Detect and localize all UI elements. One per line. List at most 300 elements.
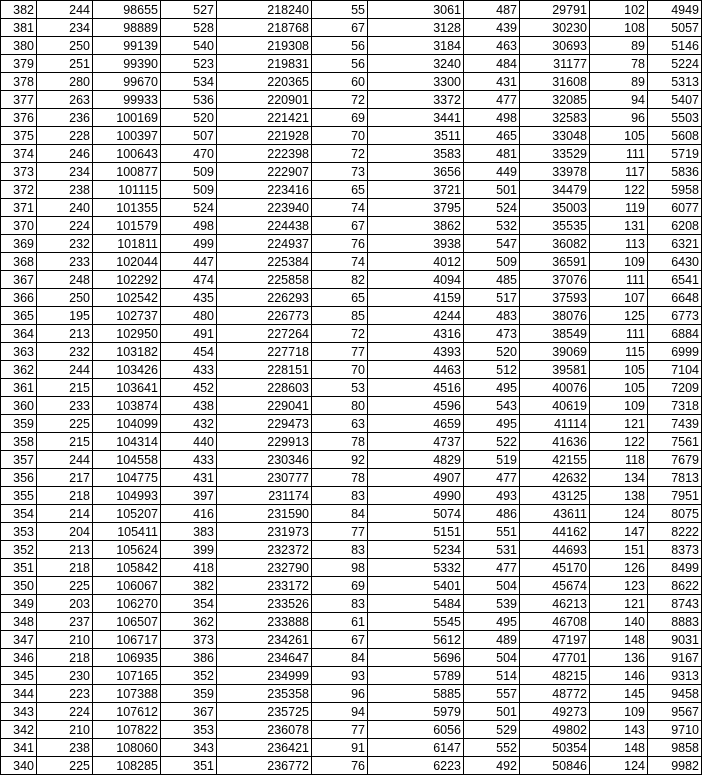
table-cell: 234 — [37, 19, 93, 37]
table-cell: 7679 — [648, 451, 702, 469]
table-cell: 374 — [1, 145, 37, 163]
table-cell: 531 — [464, 541, 520, 559]
table-cell: 341 — [1, 739, 37, 757]
table-cell: 9313 — [648, 667, 702, 685]
table-cell: 8883 — [648, 613, 702, 631]
table-cell: 5719 — [648, 145, 702, 163]
table-cell: 251 — [37, 55, 93, 73]
table-cell: 381 — [1, 19, 37, 37]
table-cell: 121 — [590, 595, 648, 613]
table-cell: 5074 — [368, 505, 464, 523]
table-cell: 362 — [1, 361, 37, 379]
table-cell: 65 — [312, 289, 368, 307]
table-cell: 231590 — [217, 505, 312, 523]
table-cell: 230777 — [217, 469, 312, 487]
table-cell: 347 — [1, 631, 37, 649]
table-cell: 40076 — [520, 379, 590, 397]
table-cell: 229041 — [217, 397, 312, 415]
table-cell: 148 — [590, 739, 648, 757]
table-cell: 368 — [1, 253, 37, 271]
table-cell: 501 — [464, 703, 520, 721]
table-cell: 228 — [37, 127, 93, 145]
table-cell: 226773 — [217, 307, 312, 325]
table-cell: 125 — [590, 307, 648, 325]
table-cell: 524 — [161, 199, 217, 217]
table-cell: 119 — [590, 199, 648, 217]
table-cell: 233 — [37, 397, 93, 415]
table-row — [1, 235, 702, 253]
table-cell: 5608 — [648, 127, 702, 145]
table-cell: 5612 — [368, 631, 464, 649]
table-cell: 233 — [37, 253, 93, 271]
table-cell: 9031 — [648, 631, 702, 649]
table-cell: 60 — [312, 73, 368, 91]
table-cell: 89 — [590, 73, 648, 91]
table-cell: 37593 — [520, 289, 590, 307]
table-cell: 3721 — [368, 181, 464, 199]
table-cell: 365 — [1, 307, 37, 325]
table-cell: 217 — [37, 469, 93, 487]
table-cell: 111 — [590, 145, 648, 163]
table-cell: 118 — [590, 451, 648, 469]
table-cell: 552 — [464, 739, 520, 757]
table-cell: 364 — [1, 325, 37, 343]
table-cell: 6773 — [648, 307, 702, 325]
table-cell: 397 — [161, 487, 217, 505]
table-cell: 227264 — [217, 325, 312, 343]
table-cell: 106270 — [93, 595, 161, 613]
table-cell: 101115 — [93, 181, 161, 199]
table-cell: 517 — [464, 289, 520, 307]
table-cell: 362 — [161, 613, 217, 631]
table-cell: 236078 — [217, 721, 312, 739]
table-cell: 235358 — [217, 685, 312, 703]
table-cell: 76 — [312, 757, 368, 775]
table-cell: 504 — [464, 649, 520, 667]
table-cell: 104558 — [93, 451, 161, 469]
table-row — [1, 415, 702, 433]
table-cell: 45674 — [520, 577, 590, 595]
table-cell: 3240 — [368, 55, 464, 73]
table-cell: 105 — [590, 379, 648, 397]
table-row — [1, 127, 702, 145]
table-cell: 99390 — [93, 55, 161, 73]
table-cell: 48772 — [520, 685, 590, 703]
table-cell: 477 — [464, 469, 520, 487]
table-cell: 7209 — [648, 379, 702, 397]
table-cell: 138 — [590, 487, 648, 505]
table-cell: 7561 — [648, 433, 702, 451]
table-cell: 73 — [312, 163, 368, 181]
table-cell: 512 — [464, 361, 520, 379]
table-cell: 514 — [464, 667, 520, 685]
table-cell: 6208 — [648, 217, 702, 235]
table-cell: 96 — [312, 685, 368, 703]
table-cell: 343 — [1, 703, 37, 721]
table-row — [1, 55, 702, 73]
table-cell: 236421 — [217, 739, 312, 757]
table-cell: 486 — [464, 505, 520, 523]
table-row — [1, 199, 702, 217]
table-cell: 44693 — [520, 541, 590, 559]
table-cell: 361 — [1, 379, 37, 397]
table-cell: 524 — [464, 199, 520, 217]
table-cell: 100169 — [93, 109, 161, 127]
table-cell: 4659 — [368, 415, 464, 433]
table-cell: 238 — [37, 739, 93, 757]
table-cell: 89 — [590, 37, 648, 55]
table-cell: 483 — [464, 307, 520, 325]
table-cell: 227718 — [217, 343, 312, 361]
table-body — [1, 1, 702, 775]
table-cell: 372 — [1, 181, 37, 199]
table-cell: 147 — [590, 523, 648, 541]
table-cell: 509 — [161, 181, 217, 199]
table-cell: 5234 — [368, 541, 464, 559]
table-cell: 224 — [37, 703, 93, 721]
table-cell: 5836 — [648, 163, 702, 181]
table-cell: 358 — [1, 433, 37, 451]
table-cell: 98655 — [93, 1, 161, 19]
table-cell: 534 — [161, 73, 217, 91]
table-cell: 440 — [161, 433, 217, 451]
table-cell: 263 — [37, 91, 93, 109]
table-row — [1, 379, 702, 397]
table-cell: 43611 — [520, 505, 590, 523]
table-row — [1, 1, 702, 19]
table-cell: 470 — [161, 145, 217, 163]
table-row — [1, 523, 702, 541]
table-cell: 99139 — [93, 37, 161, 55]
table-row — [1, 37, 702, 55]
table-cell: 346 — [1, 649, 37, 667]
table-cell: 47701 — [520, 649, 590, 667]
table-cell: 124 — [590, 757, 648, 775]
table-cell: 6999 — [648, 343, 702, 361]
table-cell: 8373 — [648, 541, 702, 559]
table-cell: 8499 — [648, 559, 702, 577]
table-cell: 8743 — [648, 595, 702, 613]
table-cell: 532 — [464, 217, 520, 235]
table-cell: 367 — [1, 271, 37, 289]
table-cell: 221928 — [217, 127, 312, 145]
table-cell: 351 — [1, 559, 37, 577]
table-cell: 5224 — [648, 55, 702, 73]
table-cell: 280 — [37, 73, 93, 91]
table-cell: 77 — [312, 721, 368, 739]
table-cell: 225 — [37, 577, 93, 595]
table-cell: 4829 — [368, 451, 464, 469]
table-cell: 113 — [590, 235, 648, 253]
table-cell: 382 — [1, 1, 37, 19]
table-cell: 105207 — [93, 505, 161, 523]
table-cell: 231174 — [217, 487, 312, 505]
table-cell: 102 — [590, 1, 648, 19]
table-cell: 224937 — [217, 235, 312, 253]
table-cell: 4244 — [368, 307, 464, 325]
table-cell: 6056 — [368, 721, 464, 739]
table-cell: 56 — [312, 37, 368, 55]
table-row — [1, 739, 702, 757]
table-cell: 108285 — [93, 757, 161, 775]
table-cell: 41114 — [520, 415, 590, 433]
table-row — [1, 217, 702, 235]
table-cell: 222398 — [217, 145, 312, 163]
table-cell: 431 — [464, 73, 520, 91]
table-cell: 473 — [464, 325, 520, 343]
table-cell: 237 — [37, 613, 93, 631]
table-cell: 383 — [161, 523, 217, 541]
table-cell: 452 — [161, 379, 217, 397]
table-cell: 37076 — [520, 271, 590, 289]
table-cell: 382 — [161, 577, 217, 595]
table-cell: 433 — [161, 361, 217, 379]
table-cell: 495 — [464, 379, 520, 397]
table-cell: 50846 — [520, 757, 590, 775]
table-cell: 72 — [312, 91, 368, 109]
table-cell: 131 — [590, 217, 648, 235]
table-cell: 4463 — [368, 361, 464, 379]
table-cell: 83 — [312, 541, 368, 559]
table-row — [1, 73, 702, 91]
table-cell: 5696 — [368, 649, 464, 667]
table-cell: 378 — [1, 73, 37, 91]
table-cell: 31608 — [520, 73, 590, 91]
table-cell: 9710 — [648, 721, 702, 739]
table-cell: 70 — [312, 127, 368, 145]
table-cell: 102044 — [93, 253, 161, 271]
table-cell: 143 — [590, 721, 648, 739]
table-cell: 449 — [464, 163, 520, 181]
table-cell: 35535 — [520, 217, 590, 235]
table-cell: 104314 — [93, 433, 161, 451]
table-cell: 495 — [464, 613, 520, 631]
table-cell: 6541 — [648, 271, 702, 289]
table-cell: 225858 — [217, 271, 312, 289]
table-cell: 102542 — [93, 289, 161, 307]
table-cell: 540 — [161, 37, 217, 55]
table-cell: 78 — [312, 433, 368, 451]
table-row — [1, 505, 702, 523]
table-cell: 33529 — [520, 145, 590, 163]
table-cell: 557 — [464, 685, 520, 703]
table-cell: 528 — [161, 19, 217, 37]
table-cell: 99933 — [93, 91, 161, 109]
table-cell: 219831 — [217, 55, 312, 73]
table-cell: 354 — [161, 595, 217, 613]
table-cell: 3862 — [368, 217, 464, 235]
table-row — [1, 649, 702, 667]
table-cell: 493 — [464, 487, 520, 505]
table-cell: 100643 — [93, 145, 161, 163]
table-cell: 377 — [1, 91, 37, 109]
table-cell: 355 — [1, 487, 37, 505]
table-cell: 45170 — [520, 559, 590, 577]
table-cell: 3583 — [368, 145, 464, 163]
table-cell: 148 — [590, 631, 648, 649]
table-cell: 106067 — [93, 577, 161, 595]
table-row — [1, 577, 702, 595]
table-row — [1, 433, 702, 451]
table-cell: 225 — [37, 415, 93, 433]
table-row — [1, 307, 702, 325]
table-row — [1, 91, 702, 109]
table-cell: 105411 — [93, 523, 161, 541]
table-cell: 233888 — [217, 613, 312, 631]
table-cell: 6648 — [648, 289, 702, 307]
table-cell: 7813 — [648, 469, 702, 487]
table-cell: 244 — [37, 361, 93, 379]
table-row — [1, 163, 702, 181]
table-cell: 232 — [37, 343, 93, 361]
table-cell: 214 — [37, 505, 93, 523]
table-cell: 367 — [161, 703, 217, 721]
table-cell: 104775 — [93, 469, 161, 487]
table-cell: 6147 — [368, 739, 464, 757]
table-cell: 9567 — [648, 703, 702, 721]
table-cell: 215 — [37, 433, 93, 451]
table-cell: 353 — [1, 523, 37, 541]
table-cell: 151 — [590, 541, 648, 559]
table-cell: 487 — [464, 1, 520, 19]
table-cell: 104099 — [93, 415, 161, 433]
table-cell: 501 — [464, 181, 520, 199]
table-cell: 236 — [37, 109, 93, 127]
table-cell: 204 — [37, 523, 93, 541]
table-cell: 41636 — [520, 433, 590, 451]
table-cell: 4990 — [368, 487, 464, 505]
table-cell: 248 — [37, 271, 93, 289]
table-cell: 91 — [312, 739, 368, 757]
table-cell: 539 — [464, 595, 520, 613]
table-cell: 77 — [312, 523, 368, 541]
table-cell: 6223 — [368, 757, 464, 775]
table-cell: 210 — [37, 721, 93, 739]
table-cell: 136 — [590, 649, 648, 667]
table-cell: 371 — [1, 199, 37, 217]
table-cell: 234999 — [217, 667, 312, 685]
table-cell: 5545 — [368, 613, 464, 631]
table-cell: 4393 — [368, 343, 464, 361]
table-cell: 42632 — [520, 469, 590, 487]
table-cell: 4316 — [368, 325, 464, 343]
table-cell: 351 — [161, 757, 217, 775]
table-cell: 527 — [161, 1, 217, 19]
table-cell: 492 — [464, 757, 520, 775]
table-cell: 218 — [37, 487, 93, 505]
table-cell: 32085 — [520, 91, 590, 109]
table-cell: 101579 — [93, 217, 161, 235]
table-cell: 233526 — [217, 595, 312, 613]
table-row — [1, 721, 702, 739]
table-cell: 432 — [161, 415, 217, 433]
table-cell: 99670 — [93, 73, 161, 91]
table-cell: 100397 — [93, 127, 161, 145]
table-cell: 56 — [312, 55, 368, 73]
table-cell: 340 — [1, 757, 37, 775]
table-cell: 115 — [590, 343, 648, 361]
table-cell: 5057 — [648, 19, 702, 37]
table-cell: 76 — [312, 235, 368, 253]
table-row — [1, 631, 702, 649]
table-cell: 232 — [37, 235, 93, 253]
table-cell: 101355 — [93, 199, 161, 217]
table-cell: 46708 — [520, 613, 590, 631]
table-cell: 219308 — [217, 37, 312, 55]
table-cell: 345 — [1, 667, 37, 685]
table-cell: 195 — [37, 307, 93, 325]
table-cell: 352 — [1, 541, 37, 559]
table-cell: 386 — [161, 649, 217, 667]
table-row — [1, 253, 702, 271]
table-cell: 3184 — [368, 37, 464, 55]
table-cell: 499 — [161, 235, 217, 253]
table-cell: 134 — [590, 469, 648, 487]
table-cell: 109 — [590, 253, 648, 271]
table-cell: 223 — [37, 685, 93, 703]
table-cell: 77 — [312, 343, 368, 361]
table-cell: 7439 — [648, 415, 702, 433]
table-cell: 106717 — [93, 631, 161, 649]
table-cell: 363 — [1, 343, 37, 361]
table-cell: 218 — [37, 649, 93, 667]
table-cell: 30693 — [520, 37, 590, 55]
table-cell: 33048 — [520, 127, 590, 145]
table-cell: 509 — [161, 163, 217, 181]
table-cell: 108060 — [93, 739, 161, 757]
table-cell: 84 — [312, 505, 368, 523]
table-cell: 105842 — [93, 559, 161, 577]
table-cell: 96 — [590, 109, 648, 127]
table-cell: 102950 — [93, 325, 161, 343]
table-cell: 4949 — [648, 1, 702, 19]
table-cell: 82 — [312, 271, 368, 289]
table-cell: 520 — [464, 343, 520, 361]
table-cell: 103874 — [93, 397, 161, 415]
table-cell: 342 — [1, 721, 37, 739]
table-cell: 474 — [161, 271, 217, 289]
table-cell: 360 — [1, 397, 37, 415]
table-cell: 228603 — [217, 379, 312, 397]
table-cell: 240 — [37, 199, 93, 217]
table-cell: 477 — [464, 91, 520, 109]
table-cell: 40619 — [520, 397, 590, 415]
table-cell: 63 — [312, 415, 368, 433]
table-cell: 481 — [464, 145, 520, 163]
table-cell: 98889 — [93, 19, 161, 37]
table-cell: 38549 — [520, 325, 590, 343]
table-cell: 353 — [161, 721, 217, 739]
table-cell: 536 — [161, 91, 217, 109]
table-cell: 213 — [37, 541, 93, 559]
table-cell: 228151 — [217, 361, 312, 379]
table-cell: 498 — [464, 109, 520, 127]
table-cell: 5503 — [648, 109, 702, 127]
table-cell: 224438 — [217, 217, 312, 235]
table-cell: 431 — [161, 469, 217, 487]
table-cell: 218 — [37, 559, 93, 577]
table-cell: 234 — [37, 163, 93, 181]
table-cell: 111 — [590, 325, 648, 343]
table-cell: 3372 — [368, 91, 464, 109]
table-cell: 104993 — [93, 487, 161, 505]
table-row — [1, 145, 702, 163]
table-cell: 67 — [312, 19, 368, 37]
table-cell: 55 — [312, 1, 368, 19]
table-cell: 106507 — [93, 613, 161, 631]
table-cell: 39581 — [520, 361, 590, 379]
table-cell: 349 — [1, 595, 37, 613]
